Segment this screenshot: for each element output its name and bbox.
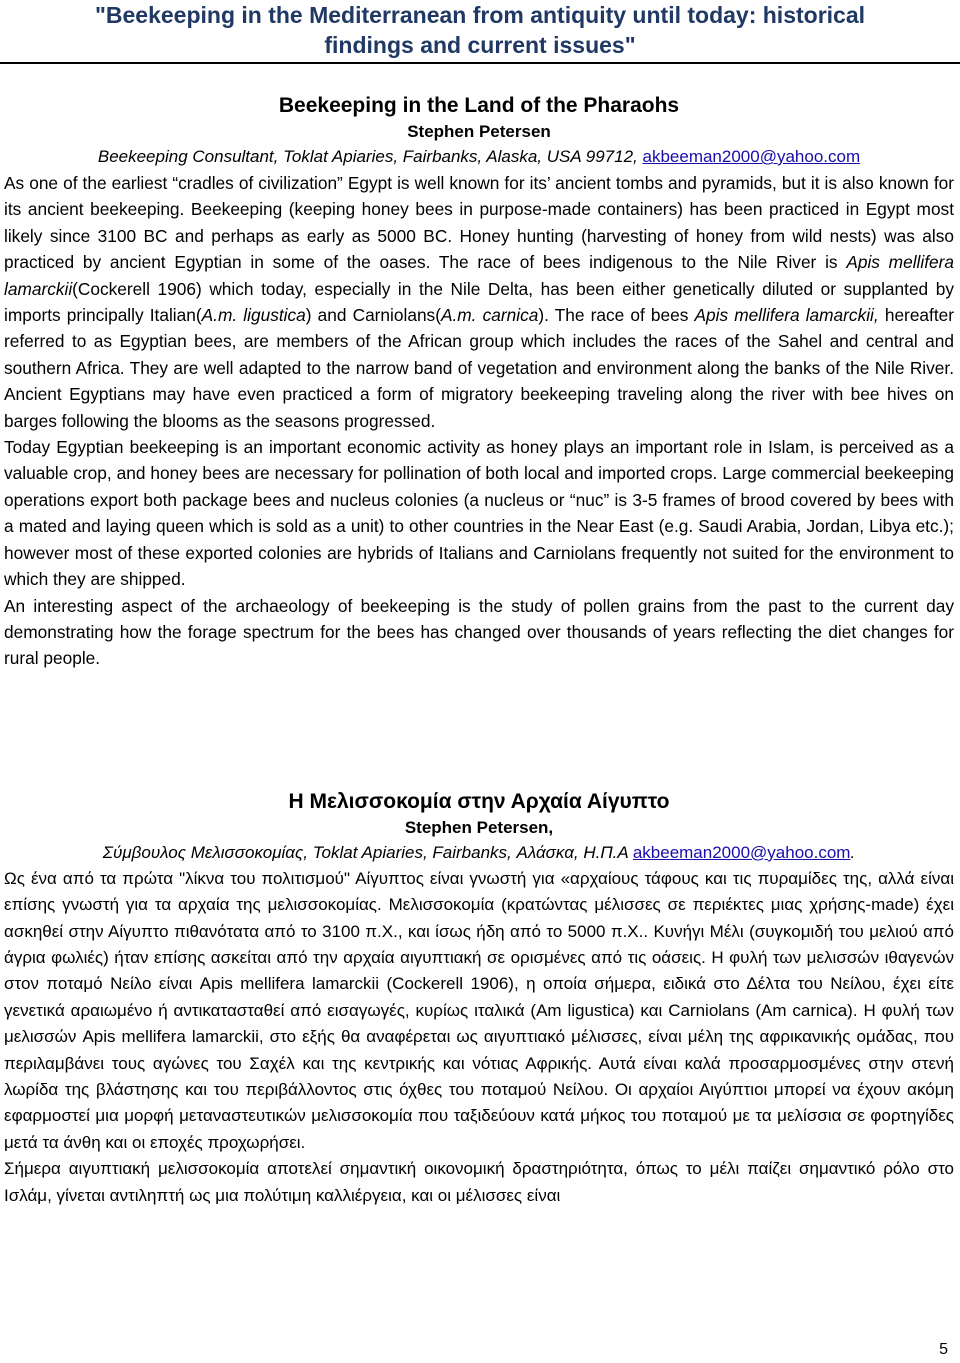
english-p1-species-2: Apis mellifera lamarckii, (694, 305, 879, 326)
english-paragraph-1 (4, 170, 954, 434)
page-number: 5 (939, 1341, 948, 1358)
greek-affiliation (4, 840, 954, 866)
greek-email-suffix: . (850, 842, 856, 862)
english-paragraph-3: An interesting aspect of the archaeology of beekeeping is the study of pollen grains from the past to the current day demonstrating how the forage spectrum for the bees has changed over thousands of years reflecting the diet changes for rural people. (4, 595, 954, 669)
english-p1-part-b: (Cockerell 1906) which today, especially in the Nile Delta, has been either genetically diluted or supplanted by imports principally Italian( (4, 278, 954, 326)
english-p1-ligustica: A.m. ligustica (201, 305, 306, 326)
document-header (0, 0, 960, 64)
section-spacer (4, 672, 954, 788)
english-p1-part-d: ). The race of bees (538, 305, 695, 326)
english-p1-part-a: As one of the earliest “cradles of civilization” Egypt is well known for its’ ancient tombs and pyramids, but it is also known for its ancient beekeeping. Beekeeping (keeping honey bees in purpose-made containers) has been practiced in Egypt most likely since 3100 BC and perhaps as early as 5000 BC. Honey hunting (harvesting of honey from wild nests) was also practiced by ancient Egyptian in some of the oases. The race of bees indigenous to the Nile River is (4, 173, 954, 273)
english-paragraph-2: Today Egyptian beekeeping is an important economic activity as honey plays an important role in Islam, is perceived as a valuable crop, and honey bees are necessary for pollination of both local and imported crops. Large commercial beekeeping operations export both package bees and nucleus colonies (a nucleus or “nuc” is 3-5 frames of brood covered by bees with a mated and laying queen which is sold as a unit) to other countries in the Near East (e.g. Saudi Arabia, Jordan, Libya etc.); however most of these exported colonies are hybrids of Italians and Carniolans frequently not suited for the environment to which they are shipped. (4, 437, 954, 590)
page-content (4, 92, 954, 1209)
english-title: Beekeeping in the Land of the Pharaohs (278, 94, 680, 117)
english-affiliation (4, 144, 954, 170)
english-p1-part-e: hereafter referred to as Egyptian bees, are members of the African group which includes the races of the Sahel and central and southern Africa. They are well adapted to the narrow band of vegetation and environment along the banks of the Nile River. Ancient Egyptians may have even practiced a form of migratory beekeeping traveling along the river with bee hives on barges following the blooms as the seasons progressed. (4, 305, 955, 431)
greek-email-link[interactable]: akbeeman2000@yahoo.com (632, 842, 851, 862)
english-affiliation-text: Beekeeping Consultant, Toklat Apiaries, Fairbanks, Alaska, USA 99712, (97, 147, 638, 166)
greek-paragraph-2: Σήμερα αιγυπτιακή μελισσοκομία αποτελεί σημαντική οικονομική δραστηριότητα, όπως το μέλι παίζει σημαντικό ρόλο στο Ισλάμ, γίνεται αντιληπτή ως μια πολύτιμη καλλιέργεια, και οι μέλισσες είναι (4, 1159, 954, 1205)
header-title-line-2: findings and current issues" (324, 32, 636, 58)
english-p1-species: Apis mellifera lamarckii (4, 252, 954, 299)
greek-title: Η Μελισσοκομία στην Αρχαία Αίγυπτο (288, 789, 670, 813)
greek-affiliation-text: Σύμβουλος Μελισσοκομίας, Toklat Apiaries, Fairbanks, Αλάσκα, Η.Π.Α (102, 842, 629, 862)
english-author: Stephen Petersen (407, 122, 551, 141)
english-p1-carnica: A.m. carnica (440, 305, 539, 326)
greek-author: Stephen Petersen, (404, 817, 554, 837)
header-title-line-1: "Beekeeping in the Mediterranean from antiquity until today: historical (94, 2, 866, 28)
english-email-link[interactable]: akbeeman2000@yahoo.com (642, 147, 861, 166)
greek-paragraph-1: Ως ένα από τα πρώτα "λίκνα του πολιτισμού" Αίγυπτος είναι γνωστή για «αρχαίους τάφους και τις πυραμίδες της, αλλά είναι επίσης γνωστή για τα αρχαία της μελισσοκομίας. Μελισσοκομία (κρατώντας μέλισσες σε περιέκτες μιας χρήσης-made) έχει ασκηθεί στην Αίγυπτο πιθανότατα από το 3100 π.Χ., και ίσως ήδη από το 5000 π.Χ.. Κυνήγι Μέλι (συγκομιδή του μελιού από άγρια φωλιές) ήταν επίσης ασκείται από την αρχαία αιγυπτιακή σε ορισμένες από τις οάσεις. Η φυλή των μελισσών ιθαγενών στον ποταμό Νείλο είναι Apis mellifera lamarckii (Cockerell 1906), η οποία σήμερα, ειδικά στο Δέλτα του Νείλου, έχει είτε γενετικά αραιωμένο ή αντικατασταθεί από εισαγωγές, κυρίως ιταλικά (Am ligustica) και Carniolans (Am carnica). Η φυλή των μελισσών Apis mellifera lamarckii, στο εξής θα αναφέρεται ως αιγυπτιακό μέλισσες, είναι μέλη της αφρικανικής ομάδας, που περιλαμβάνει τους αγώνες του Σαχέλ και της κεντρικής και νότιας Αφρικής. Αυτά είναι καλά προσαρμοσμένες στην στενή λωρίδα της βλάστησης και του περιβάλλοντος στις όχθες του ποταμού Νείλου. Οι αρχαίοι Αιγύπτιοι μπορεί να έχουν ακόμη εφαρμοστεί μια μορφή μεταναστευτικών μελισσοκομία που ταξιδεύουν κατά μήκος του ποταμού με τα μελίσσια σε φορτηγίδες μετά τα άνθη και οι εποχές προχωρήσει. (4, 868, 954, 1152)
english-p1-part-c: ) and Carniolans( (305, 305, 441, 326)
